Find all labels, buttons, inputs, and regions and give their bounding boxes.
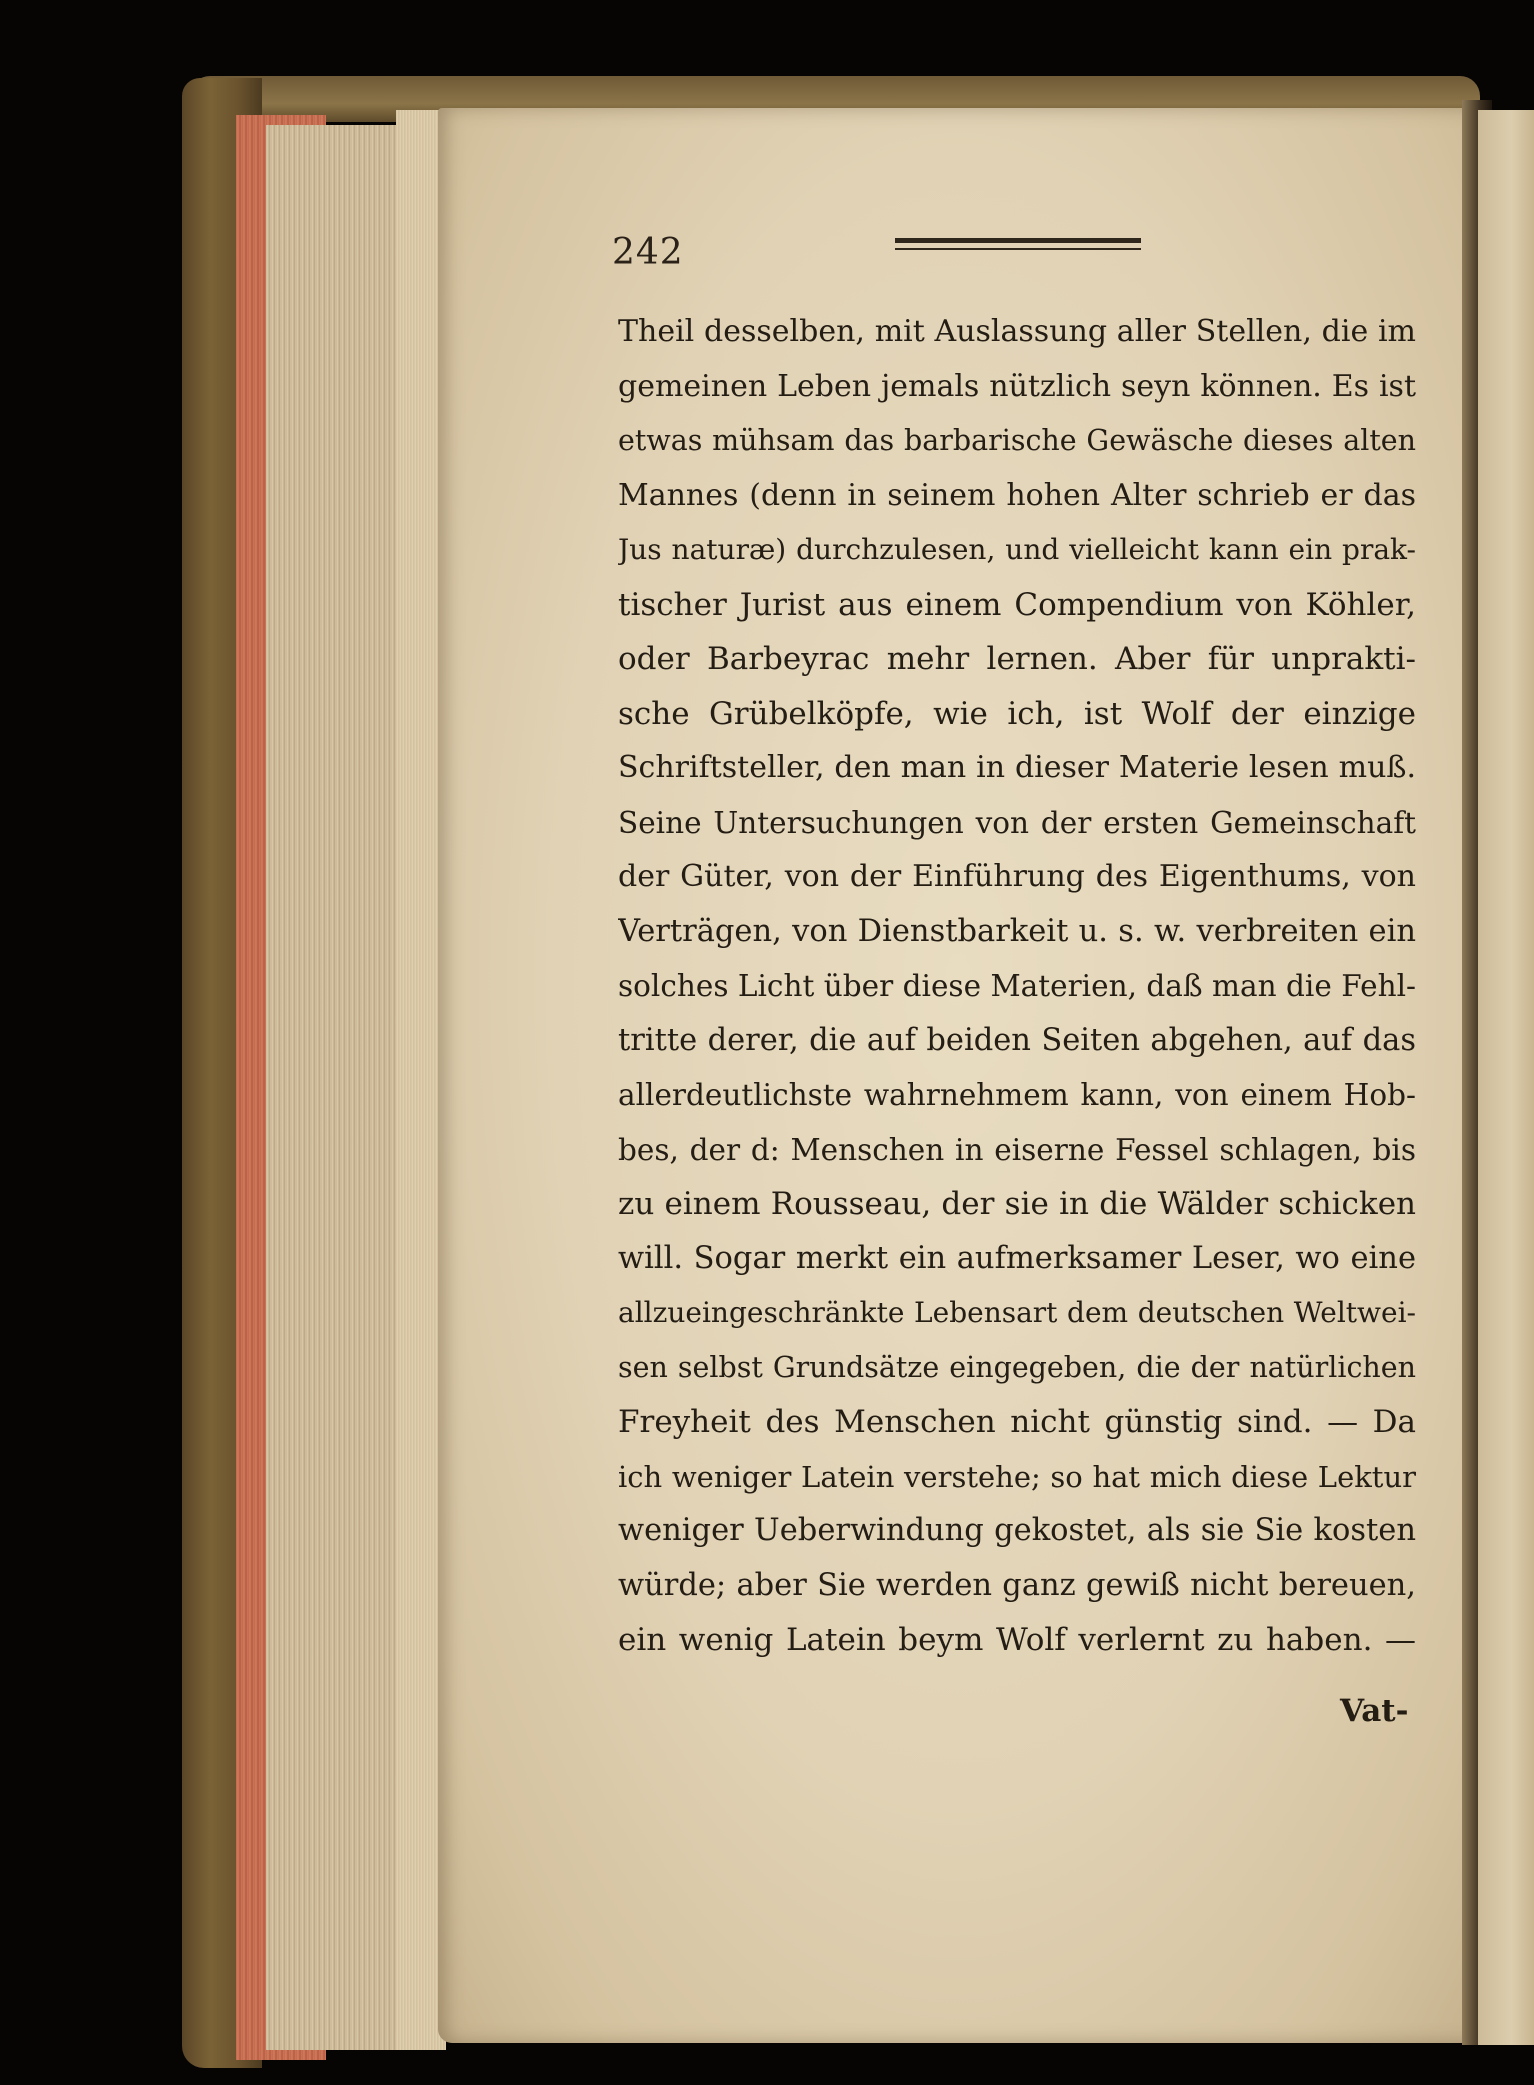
text-line: bes, der d: Menschen in eiserne Fessel schlagen, bis <box>618 1132 1416 1167</box>
catchword: Vat- <box>1340 1693 1409 1729</box>
text-line: ich weniger Latein verstehe; so hat mich diese Lektur <box>618 1459 1416 1494</box>
facing-page-sliver <box>1478 110 1534 2045</box>
text-line: allzueingeschränkte Lebensart dem deutschen Weltwei- <box>618 1296 1416 1329</box>
text-line: ein wenig Latein beym Wolf verlernt zu haben. — <box>618 1622 1416 1658</box>
text-line: Freyheit des Menschen nicht günstig sind. — Da <box>618 1404 1416 1440</box>
text-line: etwas mühsam das barbarische Gewäsche dieses alten <box>618 424 1416 457</box>
text-line: zu einem Rousseau, der sie in die Wälder schicken <box>618 1186 1416 1222</box>
text-line: sen selbst Grundsätze eingegeben, die der natürlichen <box>618 1350 1416 1384</box>
text-line: Mannes (denn in seinem hohen Alter schrieb er das <box>618 477 1416 513</box>
text-line: solches Licht über diese Materien, daß man die Fehl- <box>618 969 1416 1003</box>
text-line: allerdeutlichste wahrnehmem kann, von einem Hob- <box>618 1078 1416 1112</box>
page-number: 242 <box>612 232 684 273</box>
text-line: oder Barbeyrac mehr lernen. Aber für unprakti- <box>618 641 1416 677</box>
text-line: Schriftsteller, den man in dieser Materie lesen muß. <box>618 750 1416 785</box>
text-line: tritte derer, die auf beiden Seiten abgehen, auf das <box>618 1022 1416 1058</box>
text-line: Theil desselben, mit Auslassung aller Stellen, die im <box>618 314 1416 349</box>
text-line: Verträgen, von Dienstbarkeit u. s. w. verbreiten ein <box>618 913 1416 949</box>
text-line: Jus naturæ) durchzulesen, und vielleicht kann ein prak- <box>618 533 1416 566</box>
text-line: weniger Ueberwindung gekostet, als sie Sie kosten <box>618 1513 1416 1548</box>
text-line: will. Sogar merkt ein aufmerksamer Leser, wo eine <box>618 1240 1416 1276</box>
text-line: der Güter, von der Einführung des Eigenthums, von <box>618 859 1416 894</box>
body-text <box>618 305 1416 1668</box>
text-line: Seine Untersuchungen von der ersten Gemeinschaft <box>618 805 1416 840</box>
text-line: gemeinen Leben jemals nützlich seyn können. Es ist <box>618 368 1416 404</box>
text-line: tischer Jurist aus einem Compendium von Köhler, <box>618 586 1416 623</box>
header-rule <box>895 238 1141 250</box>
text-line: sche Grübelköpfe, wie ich, ist Wolf der einzige <box>618 695 1416 732</box>
text-line: würde; aber Sie werden ganz gewiß nicht bereuen, <box>618 1567 1416 1603</box>
